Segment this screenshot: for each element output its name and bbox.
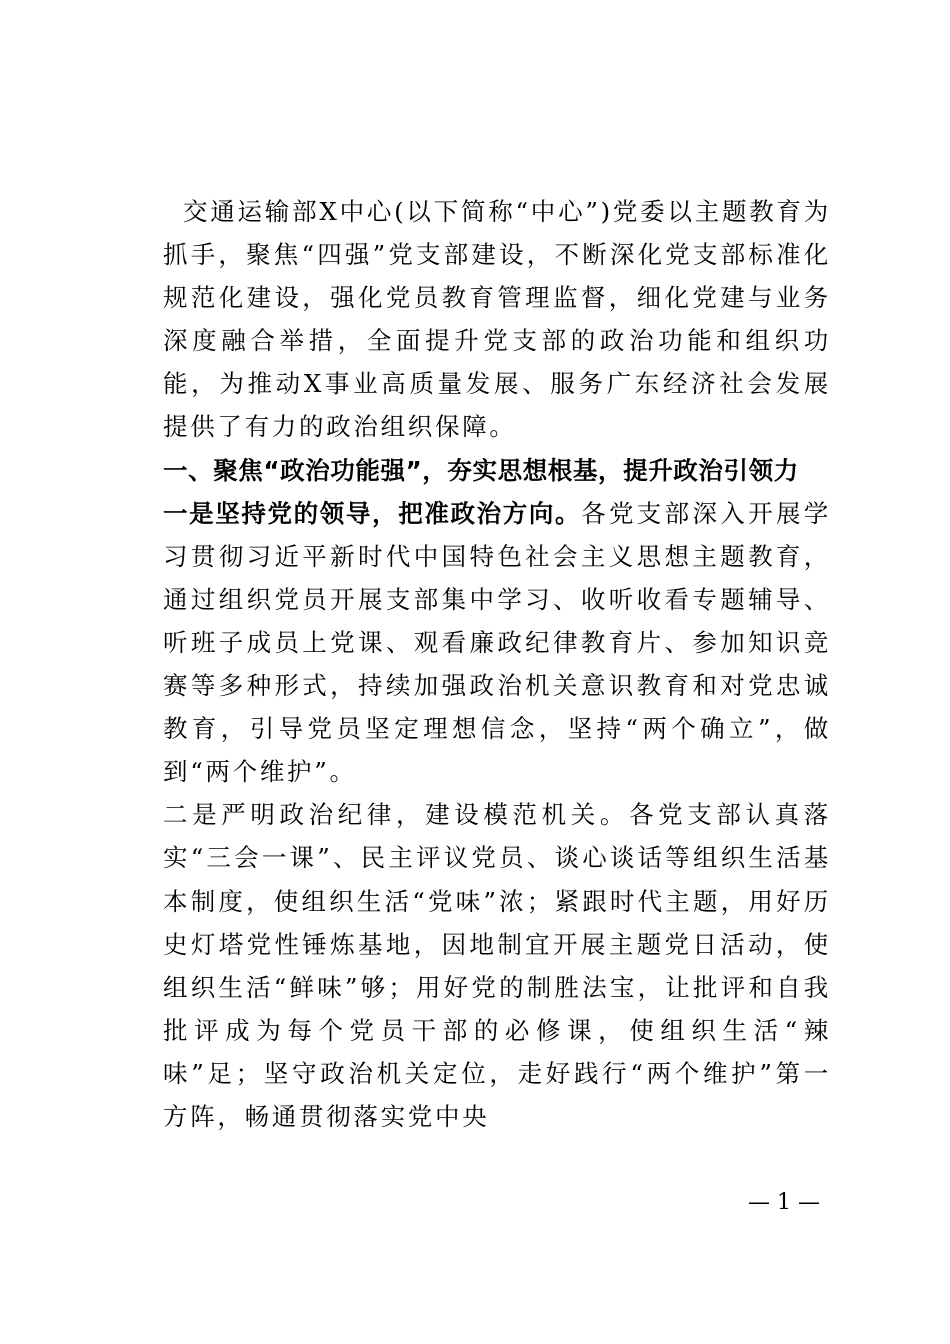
document-body — [163, 190, 831, 1138]
item-2-paragraph: 二是严明政治纪律，建设模范机关。各党支部认真落实“三会一课”、民主评议党员、谈心谈话等组织生活基本制度，使组织生活“党味”浓；紧跟时代主题，用好历史灯塔党性锤炼基地，因地制宜开展主题党日活动，使组织生活“鲜味”够；用好党的制胜法宝，让批评和自我批评成为每个党员干部的必修课，使组织生活“辣味”足；坚守政治机关定位，走好践行“两个维护”第一方阵，畅通贯彻落实党中央 — [163, 800, 831, 1131]
intro-paragraph: 交通运输部X中心(以下简称“中心”)党委以主题教育为抓手，聚焦“四强”党支部建设，不断深化党支部标准化规范化建设，强化党员教育管理监督，细化党建与业务深度融合举措，全面提升党支部的政治功能和组织功能，为推动X事业高质量发展、服务广东经济社会发展提供了有力的政治组织保障。 — [163, 197, 831, 442]
section-heading: 一、聚焦“政治功能强”，夯实思想根基，提升政治引领力 — [163, 455, 799, 485]
page-number: — 1 — — [748, 1190, 820, 1215]
item-1-lead: 一是坚持党的领导，把准政治方向。 — [163, 498, 582, 528]
item-1-body: 各党支部深入开展学习贯彻习近平新时代中国特色社会主义思想主题教育，通过组织党员开展支部集中学习、收听收看专题辅导、听班子成员上党课、观看廉政纪律教育片、参加知识竞赛等多种形式，持续加强政治机关意识教育和对党忠诚教育，引导党员坚定理想信念，坚持“两个确立”，做到“两个维护”。 — [163, 498, 831, 787]
item-1-paragraph — [163, 492, 831, 794]
